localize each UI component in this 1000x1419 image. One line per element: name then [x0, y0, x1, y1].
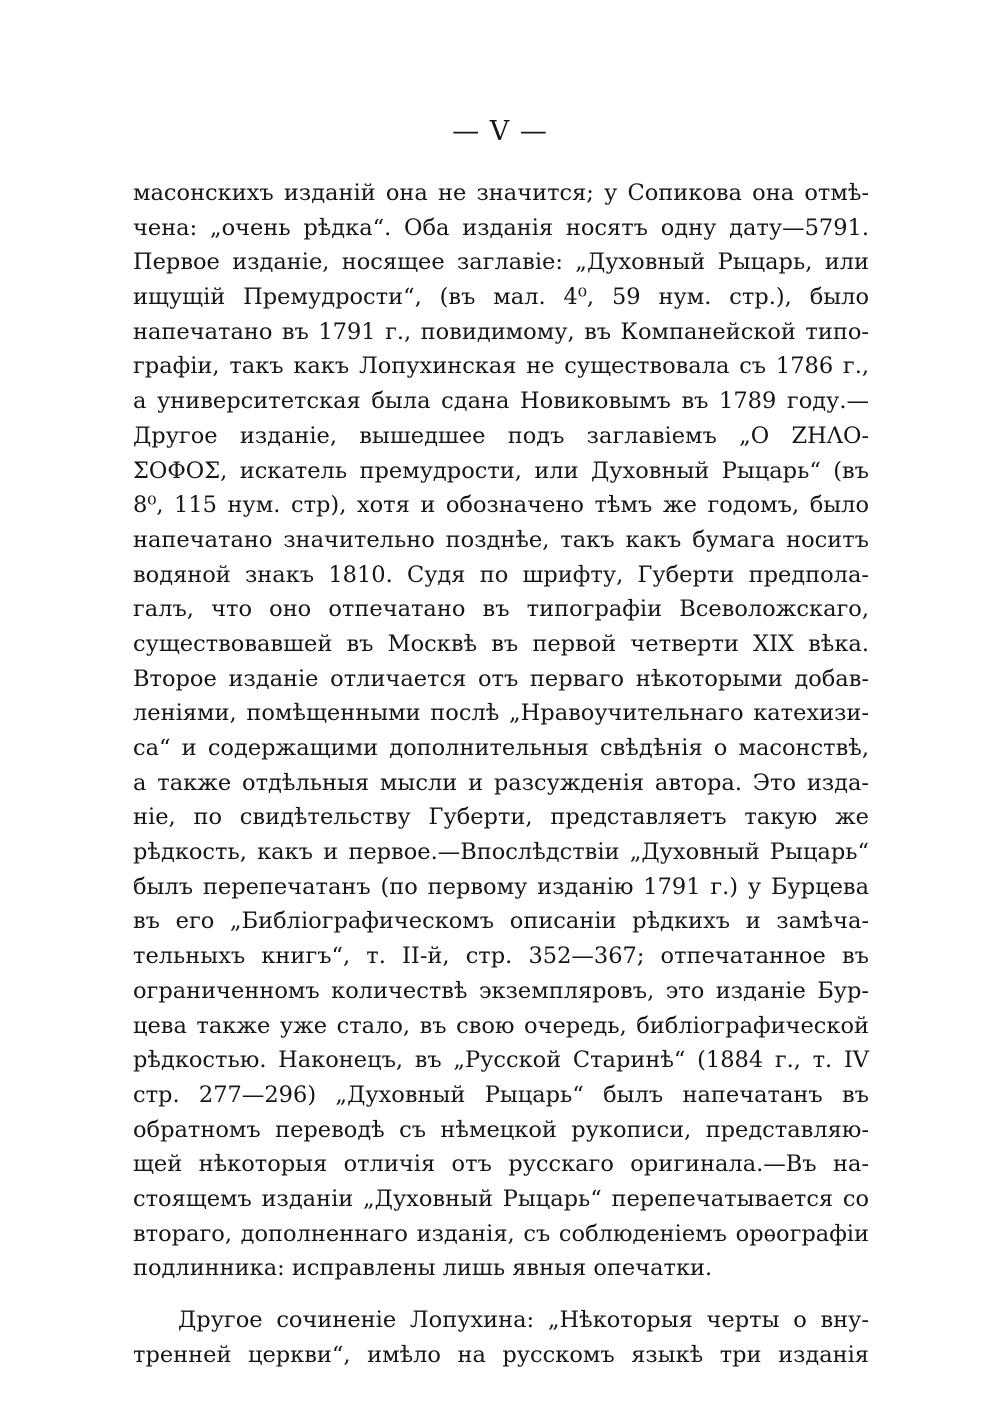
page-number: — V — [452, 116, 548, 147]
text-line: а университетская была сдана Новиковымъ въ 1789 году.— [133, 388, 869, 415]
text-line: а также отдѣльныя мысли и разсужденія автора. Это изда- [133, 769, 869, 796]
text-line: подлинника: исправлены лишь явныя опечатки. [133, 1255, 713, 1282]
paragraph-2 [133, 1303, 869, 1372]
text-line: тренней церкви“, имѣло на русскомъ языкѣ три изданія [133, 1341, 869, 1368]
text-line: ограниченномъ количествѣ экземпляровъ, это изданіе Бур- [133, 977, 869, 1004]
text-line: напечатано значительно позднѣе, такъ какъ бумага носитъ [133, 526, 869, 553]
text-line: чена: „очень рѣдка“. Оба изданія носятъ одну дату—5791. [133, 214, 869, 241]
text-line: ніе, по свидѣтельству Губерти, представляетъ такую же [133, 804, 869, 831]
text-line: стр. 277—296) „Духовный Рыцарь“ былъ напечатанъ въ [133, 1081, 869, 1108]
text-line: леніями, помѣщенными послѣ „Нравоучительнаго катехизи- [133, 700, 869, 727]
text-line: былъ перепечатанъ (по первому изданію 1791 г.) у Бурцева [133, 873, 869, 900]
text-line: водяной знакъ 1810. Судя по шрифту, Губерти предпола- [133, 561, 869, 588]
text-line: ΣΟΦΟΣ, искатель премудрости, или Духовный Рыцарь“ (въ [133, 457, 869, 484]
text-line: существовавшей въ Москвѣ въ первой четверти XIX вѣка. [133, 630, 869, 657]
text-line: стоящемъ изданіи „Духовный Рыцарь“ перепечатывается со [133, 1185, 869, 1212]
text-line: рѣдкостью. Наконецъ, въ „Русской Старинѣ“ (1884 г., т. IV [133, 1047, 869, 1074]
text-line: графіи, такъ какъ Лопухинская не существовала съ 1786 г., [133, 353, 869, 380]
text-line: Другое сочиненіе Лопухина: „Нѣкоторыя черты о вну- [178, 1307, 869, 1333]
text-line: галъ, что оно отпечатано въ типографіи Всеволожскаго, [133, 596, 869, 623]
text-line: рѣдкость, какъ и первое.—Впослѣдствіи „Духовный Рыцарь“ [133, 839, 869, 866]
text-line: Первое изданіе, носящее заглавіе: „Духовный Рыцарь, или [133, 249, 869, 276]
text-line: въ его „Библіографическомъ описаніи рѣдкихъ и замѣча- [133, 908, 869, 935]
text-line: масонскихъ изданій она не значится; у Сопикова она отмѣ- [133, 180, 869, 206]
paragraph-gap [133, 1286, 869, 1303]
text-line: Второе изданіе отличается отъ перваго нѣкоторыми добав- [133, 665, 869, 692]
text-line: обратномъ переводѣ съ нѣмецкой рукописи, представляю- [133, 1116, 869, 1143]
body-text [133, 176, 869, 1372]
text-line: тельныхъ книгъ“, т. II-й, стр. 352—367; отпечатанное въ [133, 943, 869, 970]
text-line: цева также уже стало, въ свою очередь, библіографической [133, 1012, 869, 1039]
text-line: Другое изданіе, вышедшее подъ заглавіемъ „О ΖΗΛΟ- [133, 422, 869, 449]
text-line: щей нѣкоторыя отличія отъ русскаго оригинала.—Въ на- [133, 1151, 869, 1178]
text-line: втораго, дополненнаго изданія, съ соблюденіемъ орѳографіи [133, 1220, 869, 1247]
text-line: напечатано въ 1791 г., повидимому, въ Компанейской типо- [133, 318, 869, 345]
paragraph-1 [133, 176, 869, 1286]
text-line: 8⁰, 115 нум. стр), хотя и обозначено тѣмъ же годомъ, было [133, 492, 869, 519]
text-line: ищущій Премудрости“, (въ мал. 4⁰, 59 нум. стр.), было [133, 284, 869, 311]
text-line: са“ и содержащими дополнительныя свѣдѣнія о масонствѣ, [133, 735, 869, 761]
